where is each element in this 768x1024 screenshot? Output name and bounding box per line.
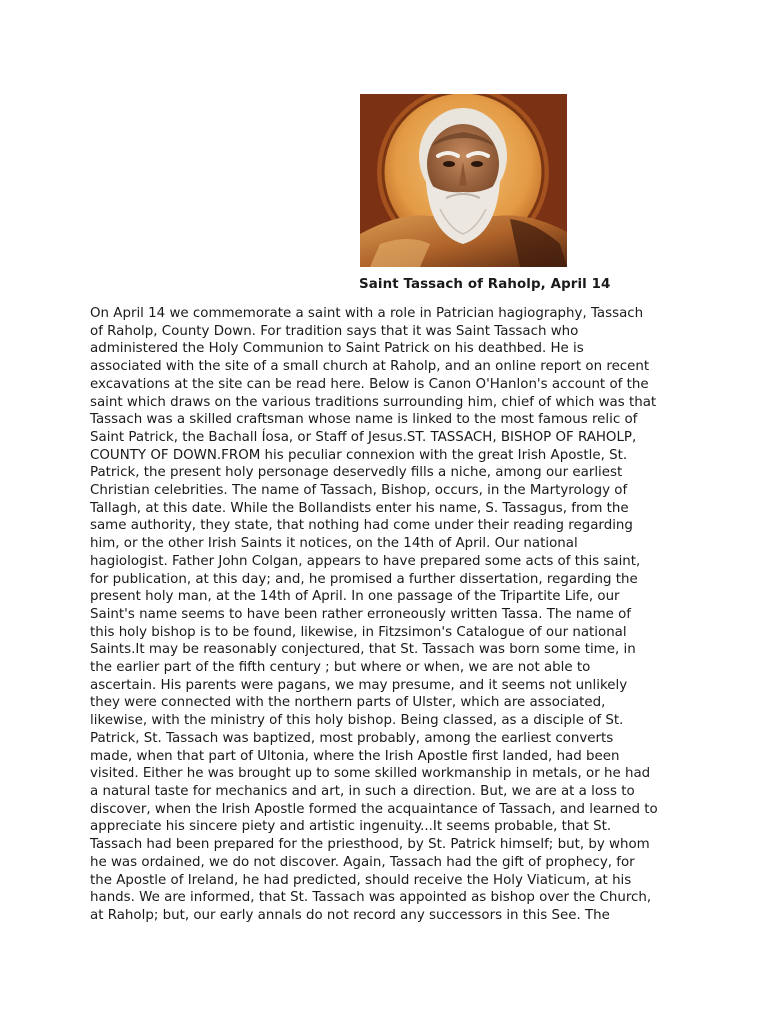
body-line: made, when that part of Ultonia, where the Irish Apostle first landed, had been bbox=[90, 748, 620, 764]
body-line: hands. We are informed, that St. Tassach was appointed as bishop over the Church, bbox=[90, 890, 652, 906]
body-line: for publication, at this day; and, he promised a further dissertation, regarding the bbox=[90, 571, 638, 587]
body-line: Saint Patrick, the Bachall Íosa, or Staff of Jesus.ST. TASSACH, BISHOP OF RAHOLP, bbox=[90, 429, 637, 445]
body-line: they were connected with the northern parts of Ulster, which are associated, bbox=[90, 695, 606, 711]
body-line: Tassach had been prepared for the priesthood, by St. Patrick himself; but, by whom bbox=[90, 837, 650, 853]
body-line: of Raholp, County Down. For tradition says that it was Saint Tassach who bbox=[90, 323, 579, 339]
body-line: associated with the site of a small church at Raholp, and an online report on recent bbox=[90, 359, 650, 375]
body-line: same authority, they state, that nothing had come under their reading regarding bbox=[90, 518, 633, 534]
body-line: appreciate his sincere piety and artistic ingenuity...It seems probable, that St. bbox=[90, 819, 612, 835]
body-line: visited. Either he was brought up to some skilled workmanship in metals, or he had bbox=[90, 766, 651, 782]
body-line: Tallagh, at this date. While the Bollandists enter his name, S. Tassagus, from the bbox=[90, 500, 629, 516]
body-line: at Raholp; but, our early annals do not record any successors in this See. The bbox=[90, 907, 610, 923]
body-line: administered the Holy Communion to Saint Patrick on his deathbed. He is bbox=[90, 341, 584, 357]
body-line: he was ordained, we do not discover. Again, Tassach had the gift of prophecy, for bbox=[90, 854, 635, 870]
body-line: Saints.It may be reasonably conjectured, that St. Tassach was born some time, in bbox=[90, 642, 636, 658]
body-line: present holy man, at the 14th of April. In one passage of the Tripartite Life, our bbox=[90, 589, 620, 605]
body-line: Patrick, St. Tassach was baptized, most probably, among the earliest converts bbox=[90, 730, 614, 746]
body-line: likewise, with the ministry of this holy bishop. Being classed, as a disciple of St. bbox=[90, 713, 624, 729]
saint-icon-image bbox=[360, 94, 567, 267]
body-line: discover, when the Irish Apostle formed the acquaintance of Tassach, and learned to bbox=[90, 801, 658, 817]
document-title: Saint Tassach of Raholp, April 14 bbox=[359, 277, 611, 292]
body-line: Tassach was a skilled craftsman whose name is linked to the most famous relic of bbox=[90, 412, 638, 428]
body-line: Saint's name seems to have been rather erroneously written Tassa. The name of bbox=[90, 606, 632, 622]
body-line: a natural taste for mechanics and art, in such a direction. But, we are at a loss to bbox=[90, 783, 635, 799]
body-line: this holy bishop is to be found, likewise, in Fitzsimon's Catalogue of our national bbox=[90, 624, 627, 640]
body-line: the Apostle of Ireland, he had predicted, should receive the Holy Viaticum, at his bbox=[90, 872, 632, 888]
body-line: COUNTY OF DOWN.FROM his peculiar connexion with the great Irish Apostle, St. bbox=[90, 447, 628, 463]
body-text bbox=[90, 305, 690, 925]
body-line: Patrick, the present holy personage deservedly fills a niche, among our earliest bbox=[90, 465, 623, 481]
body-line: him, or the other Irish Saints it notices, on the 14th of April. Our national bbox=[90, 536, 578, 552]
body-line: excavations at the site can be read here. Below is Canon O'Hanlon's account of the bbox=[90, 376, 649, 392]
body-line: ascertain. His parents were pagans, we may presume, and it seems not unlikely bbox=[90, 677, 628, 693]
body-line: hagiologist. Father John Colgan, appears to have prepared some acts of this saint, bbox=[90, 553, 641, 569]
body-line: the earlier part of the fifth century ; but where or when, we are not able to bbox=[90, 660, 591, 676]
body-line: saint which draws on the various traditions surrounding him, chief of which was that bbox=[90, 394, 657, 410]
body-line: On April 14 we commemorate a saint with a role in Patrician hagiography, Tassach bbox=[90, 306, 644, 321]
body-line: Christian celebrities. The name of Tassach, Bishop, occurs, in the Martyrology of bbox=[90, 483, 628, 499]
